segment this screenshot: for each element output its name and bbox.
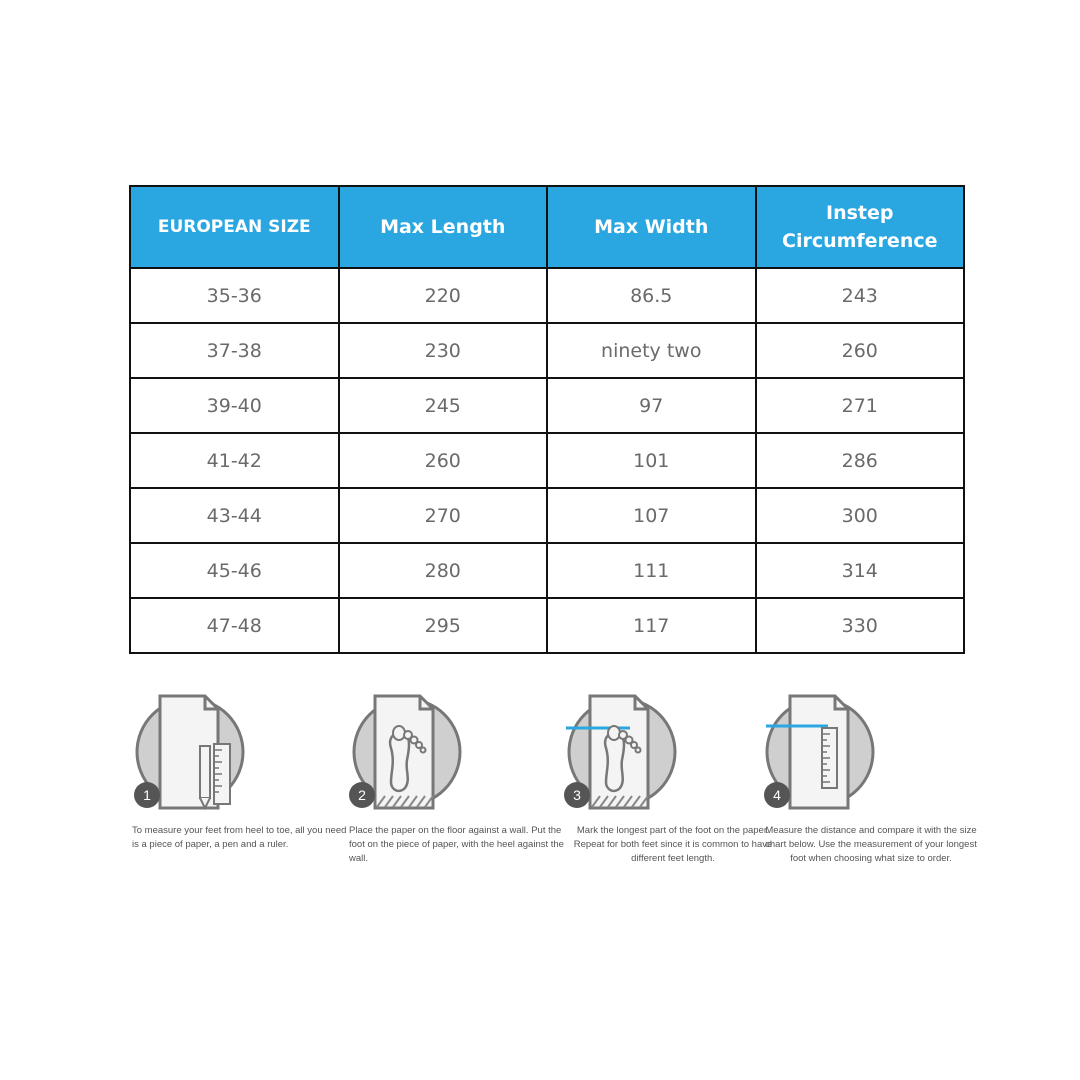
step-1-number: 1 <box>143 787 151 803</box>
table-row <box>130 598 964 653</box>
step-4-number: 4 <box>773 787 781 803</box>
cell-instep-circumference: 260 <box>756 323 965 378</box>
measure-distance-icon <box>760 690 890 820</box>
step-4-text: Measure the distance and compare it with the size chart below. Use the measurement of your longest foot when choosing what size to order. <box>765 825 977 864</box>
cell-max-length: 230 <box>339 323 548 378</box>
measuring-steps <box>130 690 977 890</box>
step-3 <box>562 690 777 890</box>
mark-foot-length-icon <box>562 690 692 820</box>
table-row <box>130 378 964 433</box>
cell-instep-circumference: 330 <box>756 598 965 653</box>
table-row <box>130 268 964 323</box>
step-1-text: To measure your feet from heel to toe, all you need is a piece of paper, a pen and a ruler. <box>132 825 347 850</box>
cell-instep-circumference: 243 <box>756 268 965 323</box>
cell-max-width: 107 <box>547 488 756 543</box>
foot-on-paper-icon <box>347 690 477 820</box>
cell-max-width: 117 <box>547 598 756 653</box>
cell-european-size: 37-38 <box>130 323 339 378</box>
cell-max-width: 101 <box>547 433 756 488</box>
cell-instep-circumference: 286 <box>756 433 965 488</box>
cell-instep-circumference: 300 <box>756 488 965 543</box>
table-row <box>130 543 964 598</box>
cell-instep-circumference: 314 <box>756 543 965 598</box>
header-instep-circumference <box>756 186 965 268</box>
cell-european-size: 45-46 <box>130 543 339 598</box>
step-2-text: Place the paper on the floor against a wall. Put the foot on the piece of paper, with the heel against the wall. <box>349 825 564 864</box>
size-chart-table <box>129 185 965 654</box>
step-1 <box>130 690 345 890</box>
header-max-width: Max Width <box>547 186 756 268</box>
cell-european-size: 41-42 <box>130 433 339 488</box>
cell-european-size: 43-44 <box>130 488 339 543</box>
cell-max-length: 295 <box>339 598 548 653</box>
cell-max-width: ninety two <box>547 323 756 378</box>
cell-max-length: 220 <box>339 268 548 323</box>
cell-max-length: 280 <box>339 543 548 598</box>
table-row <box>130 433 964 488</box>
step-2-number: 2 <box>358 787 366 803</box>
header-european-size: EUROPEAN SIZE <box>130 186 339 268</box>
cell-max-length: 270 <box>339 488 548 543</box>
header-instep-label: Instep Circumference <box>782 202 938 252</box>
table-row <box>130 323 964 378</box>
cell-european-size: 39-40 <box>130 378 339 433</box>
header-max-length: Max Length <box>339 186 548 268</box>
step-3-number: 3 <box>573 787 581 803</box>
table-header-row <box>130 186 964 268</box>
step-3-text: Mark the longest part of the foot on the paper. Repeat for both feet since it is common to have different feet length. <box>573 825 773 864</box>
cell-max-width: 97 <box>547 378 756 433</box>
cell-instep-circumference: 271 <box>756 378 965 433</box>
step-4 <box>760 690 975 890</box>
cell-max-length: 245 <box>339 378 548 433</box>
table-row <box>130 488 964 543</box>
cell-european-size: 47-48 <box>130 598 339 653</box>
cell-max-length: 260 <box>339 433 548 488</box>
step-2 <box>347 690 562 890</box>
cell-max-width: 111 <box>547 543 756 598</box>
paper-pen-ruler-icon <box>130 690 260 820</box>
cell-max-width: 86.5 <box>547 268 756 323</box>
cell-european-size: 35-36 <box>130 268 339 323</box>
